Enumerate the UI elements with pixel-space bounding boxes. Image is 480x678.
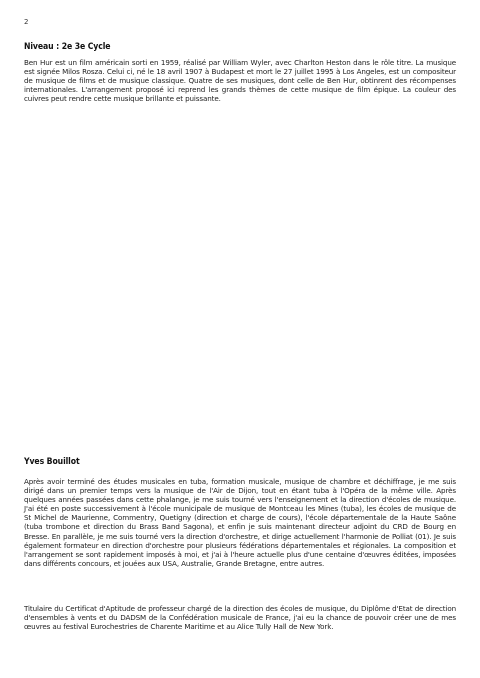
intro-paragraph: Ben Hur est un film américain sorti en 1959, réalisé par William Wyler, avec Charlton Heston dans le rôle titre. La musique est signée Milos Rosza. Celui ci, né le 18 avril 1907 à Budapest et mort le 27 juillet 1995 à Los Angeles, est un compositeur de musique de films et de musique classique. Quatre de ses musiques, dont celle de Ben Hur, obtinrent des récompenses internationales. L'arrangement proposé ici reprend les grands thèmes de cette musique de film épique. La couleur des cuivres peut rendre cette musique brillante et puissante. xyxy=(24,58,456,104)
page-number: 2 xyxy=(24,18,29,26)
author-bio-paragraph: Après avoir terminé des études musicales en tuba, formation musicale, musique de chambre et déchiffrage, je me suis dirigé dans un premier temps vers la musique de l'Air de Dijon, tout en étant tuba à l'Opéra de la même ville. Après quelques années passées dans cette phalange, je me suis tourné vers l'enseignement et la direction d'écoles de musique. J'ai été en poste successivement à l'école municipale de musique de Montceau les Mines (tuba), les écoles de musique de St Michel de Maurienne, Commentry, Quetigny (direction et charge de cours), l'école départementale de la Haute Saône (tuba trombone et direction du Brass Band Sagona), et enfin je suis maintenant directeur adjoint du CRD de Bourg en Bresse. En parallèle, je me suis tourné vers la direction d'orchestre, et dirige actuellement l'harmonie de Polliat (01). Je suis également formateur en direction d'orchestre pour plusieurs fédérations départementales et régionales. La composition et l'arrangement se sont rapidement imposés à moi, et j'ai à l'heure actuelle plus d'une centaine d'œuvres éditées, imposées dans différents concours, et jouées aux USA, Australie, Grande Bretagne, entre autres. xyxy=(24,477,456,568)
author-heading: Yves Bouillot xyxy=(24,457,80,467)
author-credentials-paragraph: Titulaire du Certificat d'Aptitude de professeur chargé de la direction des écoles de musique, du Diplôme d'Etat de direction d'ensembles à vents et du DADSM de la Confédération musicale de France, j'ai eu la chance de pouvoir créer une de mes œuvres au festival Eurochestries de Charente Maritime et au Alice Tully Hall de New York. xyxy=(24,604,456,632)
level-heading: Niveau : 2e 3e Cycle xyxy=(24,42,111,52)
